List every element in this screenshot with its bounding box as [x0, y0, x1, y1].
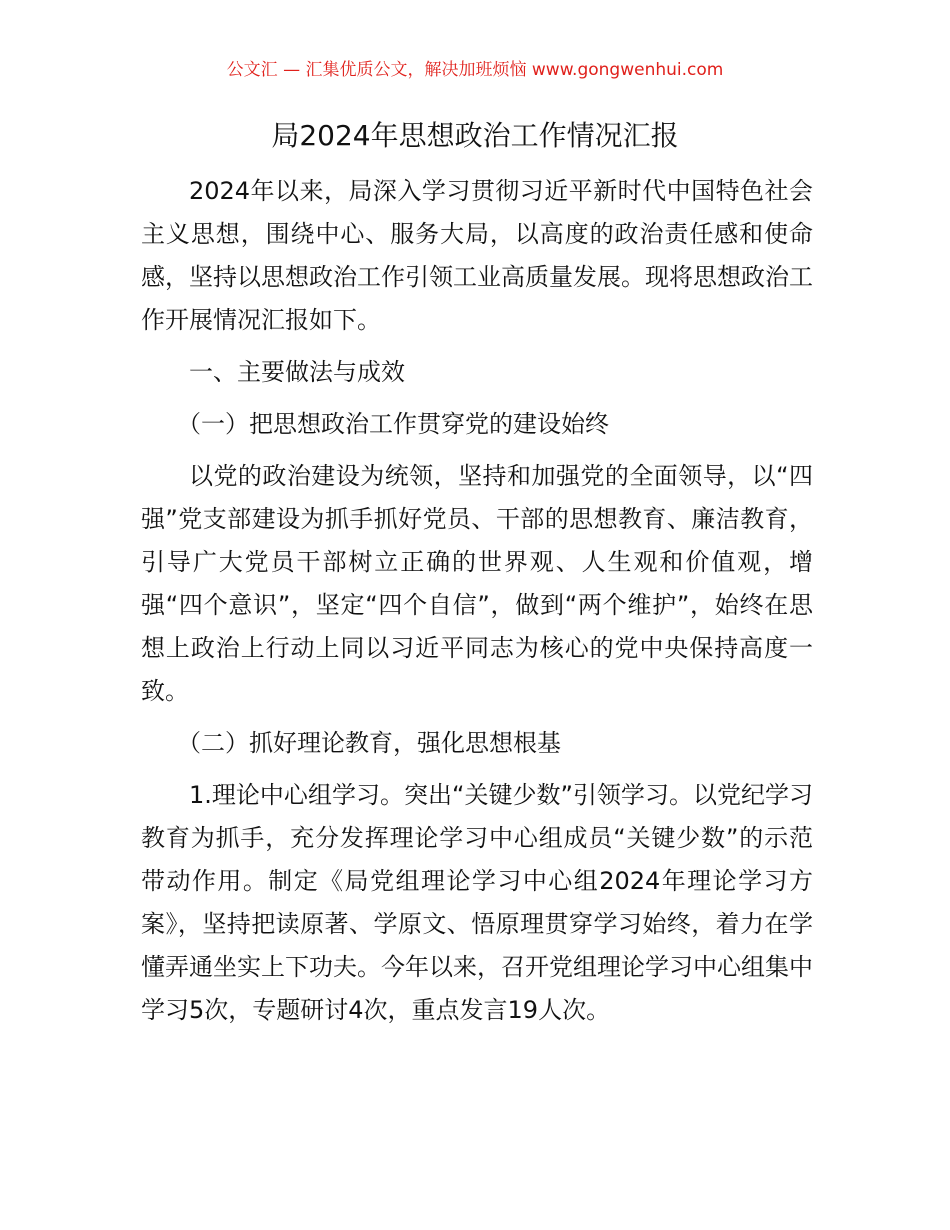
intro-paragraph: 2024年以来，局深入学习贯彻习近平新时代中国特色社会主义思想，围绕中心、服务大局，以高度的政治责任感和使命感，坚持以思想政治工作引领工业高质量发展。现将思想政治工作开展情况汇报如下。: [141, 177, 813, 334]
header-link[interactable]: www.gongwenhui.com: [531, 60, 724, 80]
header-text: 公文汇 — 汇集优质公文，解决加班烦恼: [226, 60, 532, 80]
subsection-2-paragraph: 1.理论中心组学习。突出“关键少数”引领学习。以党纪学习教育为抓手，充分发挥理论学习中心组成员“关键少数”的示范带动作用。制定《局党组理论学习中心组2024年理论学习方案》，坚持把读原著、学原文、悟原理贯穿学习始终，着力在学懂弄通坐实上下功夫。今年以来，召开党组理论学习中心组集中学习5次，专题研讨4次，重点发言19人次。: [141, 781, 813, 1024]
subsection-1-paragraph: 以党的政治建设为统领，坚持和加强党的全面领导，以“四强”党支部建设为抓手抓好党员、干部的思想教育、廉洁教育，引导广大党员干部树立正确的世界观、人生观和价值观，增强“四个意识”，坚定“四个自信”，做到“两个维护”，始终在思想上政治上行动上同以习近平同志为核心的党中央保持高度一致。: [141, 462, 813, 705]
site-header: [0, 58, 950, 82]
subsection-heading-1: （一）把思想政治工作贯穿党的建设始终: [177, 410, 609, 438]
document-title: 局2024年思想政治工作情况汇报: [271, 119, 679, 152]
document-body: [141, 170, 813, 1041]
section-heading-1: 一、主要做法与成效: [189, 358, 405, 386]
subsection-heading-2: （二）抓好理论教育，强化思想根基: [177, 729, 561, 757]
